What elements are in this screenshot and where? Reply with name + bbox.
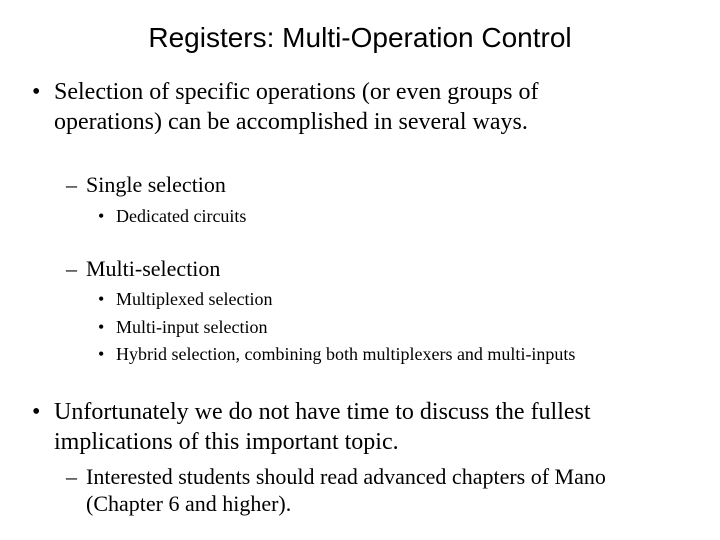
dash-marker: –: [66, 172, 77, 197]
sub-sub-bullet-text: Hybrid selection, combining both multiplexers and multi-inputs: [116, 344, 576, 364]
bullet-text-line2: implications of this important topic.: [54, 429, 399, 455]
bullet-marker: •: [98, 317, 105, 337]
sub-bullet-label: Multi-selection: [86, 256, 221, 281]
sub-bullet-text-line1: Interested students should read advanced chapters of Mano: [86, 464, 606, 489]
sub-bullet-text-line2: (Chapter 6 and higher).: [86, 491, 292, 516]
bullet-marker: •: [32, 399, 41, 425]
sub-sub-bullet-text: Dedicated circuits: [116, 206, 247, 226]
bullet-marker: •: [32, 79, 41, 105]
dash-marker: –: [66, 464, 77, 489]
bullet-text-line1: Unfortunately we do not have time to discuss the fullest: [54, 399, 591, 425]
bullet-text-line2: operations) can be accomplished in several ways.: [54, 109, 528, 135]
slide-title: Registers: Multi-Operation Control: [148, 22, 572, 53]
sub-sub-bullet-text: Multiplexed selection: [116, 289, 273, 309]
bullet-text-line1: Selection of specific operations (or even groups of: [54, 79, 539, 105]
sub-bullet-label: Single selection: [86, 172, 226, 197]
dash-marker: –: [66, 256, 77, 281]
bullet-marker: •: [98, 289, 105, 309]
bullet-marker: •: [98, 344, 105, 364]
bullet-marker: •: [98, 206, 105, 226]
sub-sub-bullet-text: Multi-input selection: [116, 317, 268, 337]
